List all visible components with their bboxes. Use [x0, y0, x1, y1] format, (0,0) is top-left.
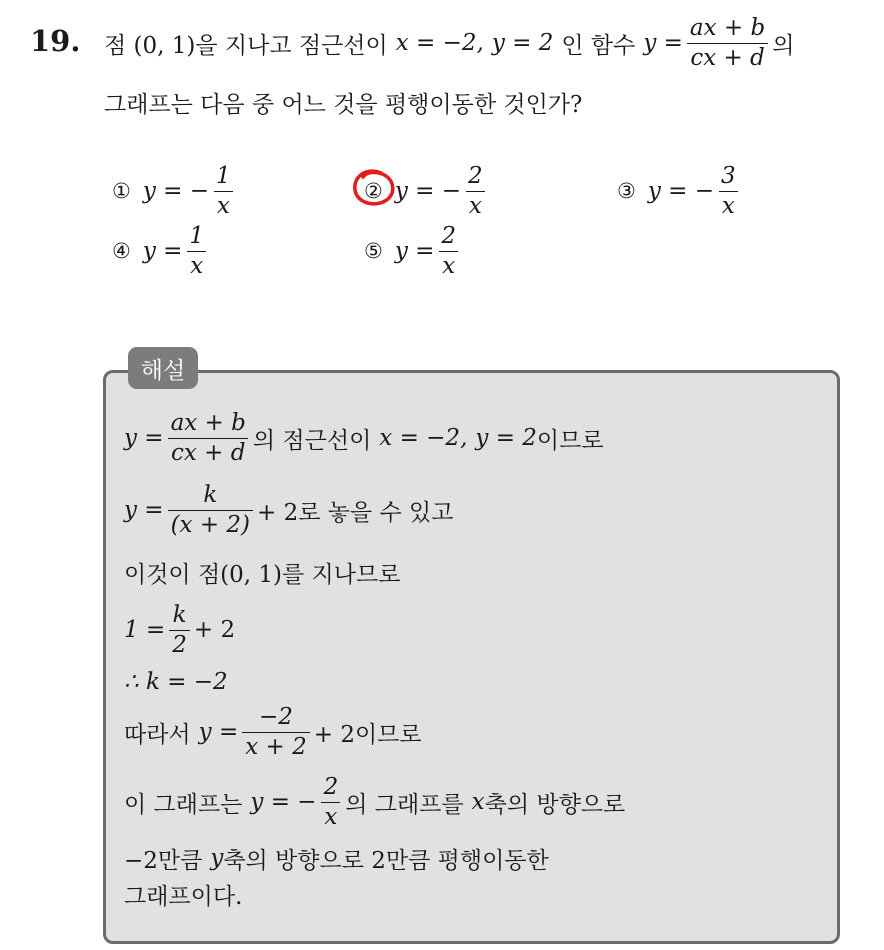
choice-2-mark: ② [364, 179, 383, 203]
choice-4-mark: ④ [112, 239, 131, 263]
question-math-asymptote-x: x = −2, [395, 30, 484, 56]
solution-badge: 해설 [128, 347, 198, 389]
question-line-2: 그래프는 다음 중 어느 것을 평행이동한 것인가? [104, 91, 583, 118]
solution-line-4 [124, 598, 235, 662]
choice-3-num: 3 [721, 163, 736, 190]
choice-1[interactable] [112, 160, 238, 222]
choice-2-num: 2 [468, 163, 483, 190]
sol6-text-0: 따라서 [124, 721, 191, 748]
sol2-num: k [203, 482, 218, 509]
question-text-1: 점 (0, 1)을 지나고 점근선이 [104, 32, 388, 59]
sol6-fraction [242, 705, 310, 758]
sol2-text: + 2로 놓을 수 있고 [257, 499, 454, 526]
solution-line-1 [124, 406, 604, 470]
question-text-2: 인 함수 [561, 32, 636, 59]
choice-4-lhs: y = [142, 238, 183, 264]
choice-1-fraction [213, 164, 234, 217]
choice-4-fraction [186, 224, 207, 277]
solution-line-7 [124, 770, 625, 834]
question-math-asymptote-y: y = 2 [491, 30, 554, 56]
solution-line-8 [124, 840, 549, 876]
sol1-fraction [168, 411, 249, 464]
sol4-fraction [169, 603, 190, 656]
choice-2-fraction [465, 164, 486, 217]
question-fraction-den: cx + d [687, 43, 767, 70]
question-number: 19. [30, 24, 81, 58]
choice-4-den: x [187, 251, 206, 278]
choice-1-mark: ① [112, 179, 131, 203]
question-fraction [687, 16, 768, 69]
question-text-3: 의 [772, 32, 795, 59]
solution-line-2 [124, 478, 454, 542]
sol8-math-y: y [210, 845, 224, 871]
choice-2-lhs: y = − [394, 178, 461, 204]
sol4-text: + 2 [193, 617, 236, 643]
question-fraction-num: ax + b [689, 15, 766, 42]
solution-line-9: 그래프이다. [124, 883, 243, 910]
sol4-num: k [172, 602, 187, 629]
solution-line-3: 이것이 점(0, 1)를 지나므로 [124, 561, 401, 588]
choice-5-mark: ⑤ [364, 239, 383, 263]
choice-3-fraction [718, 164, 739, 217]
choice-4[interactable] [112, 220, 211, 282]
choice-4-num: 1 [189, 223, 205, 250]
solution-line-5: ∴ k = −2 [124, 669, 228, 695]
answer-circle-icon [351, 168, 397, 210]
sol2-den: (x + 2) [168, 510, 253, 537]
choice-3-lhs: y = − [647, 178, 714, 204]
sol7-text-1: 의 그래프를 [345, 791, 464, 818]
sol6-text-1: + 2이므로 [313, 721, 422, 748]
sol1-den: cx + d [168, 438, 248, 465]
question-line-1 [104, 12, 794, 74]
choice-5-num: 2 [441, 223, 457, 250]
sol8-text-1: 축의 방향으로 2만큼 평행이동한 [223, 847, 549, 874]
choice-3-den: x [719, 191, 738, 218]
sol1-math-2: y = 2 [475, 425, 537, 451]
sol7-den: x [321, 802, 340, 829]
sol6-num: −2 [259, 704, 293, 731]
sol7-text-2: 축의 방향으로 [484, 791, 626, 818]
sol4-lhs: 1 = [124, 617, 166, 643]
choice-1-num: 1 [216, 163, 231, 190]
sol4-den: 2 [169, 630, 190, 657]
choice-3[interactable] [617, 160, 743, 222]
question-math-y: y = [643, 30, 683, 56]
sol7-lhs: y = − [250, 789, 317, 815]
choice-5[interactable] [364, 220, 463, 282]
choice-3-mark: ③ [617, 179, 636, 203]
sol1-num: ax + b [170, 410, 246, 437]
sol7-text-0: 이 그래프는 [124, 791, 243, 818]
choice-5-fraction [438, 224, 459, 277]
choice-2-den: x [466, 191, 485, 218]
solution-line-6 [124, 700, 422, 764]
sol1-text-1: 의 점근선이 [252, 427, 372, 454]
choice-1-den: x [214, 191, 233, 218]
sol7-num: 2 [323, 774, 339, 801]
choice-1-lhs: y = − [142, 178, 209, 204]
sol6-den: x + 2 [242, 732, 310, 759]
sol6-lhs: y = [198, 719, 239, 745]
sol7-fraction [321, 775, 342, 828]
sol1-lhs: y = [124, 425, 164, 451]
sol2-lhs: y = [124, 497, 164, 523]
sol1-text-2: 이므로 [536, 427, 604, 454]
sol2-fraction [168, 483, 253, 536]
choice-5-lhs: y = [394, 238, 435, 264]
choice-5-den: x [439, 251, 458, 278]
sol7-math-x: x [471, 789, 485, 815]
sol1-math-1: x = −2, [379, 425, 468, 451]
sol8-text-0: −2만큼 [124, 847, 203, 874]
